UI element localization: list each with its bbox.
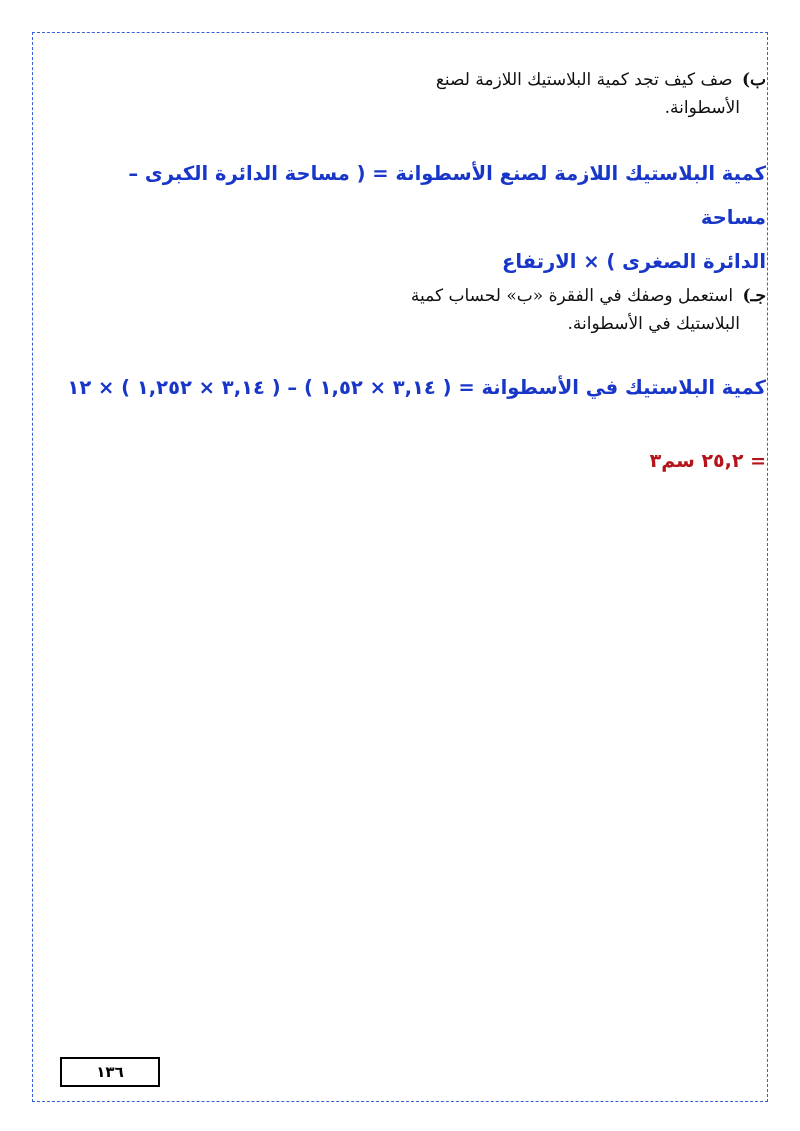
answer-c-label: كمية البلاستيك في الأسطوانة: [481, 376, 766, 399]
question-c: [411, 282, 766, 338]
answer-c-equals: =: [458, 376, 475, 399]
question-b-line2: الأسطوانة.: [664, 98, 740, 118]
answer-b-line1: كمية البلاستيك اللازمة لصنع الأسطوانة = ( مساحة الدائرة الكبرى – مساحة: [128, 162, 766, 229]
result-value: ٢٥,٢: [701, 450, 744, 472]
question-c-line2: البلاستيك في الأسطوانة.: [567, 314, 740, 334]
question-b-line1: صف كيف تجد كمية البلاستيك اللازمة لصنع: [435, 70, 733, 90]
answer-c-formula: ( ٣,١٤ × ١,٥٢ ) – ( ٣,١٤ × ١,٢٥٢ ) × ١٢: [67, 376, 452, 399]
answer-b-line2: الدائرة الصغرى ) × الارتفاع: [502, 250, 766, 273]
question-c-letter: جـ): [742, 286, 766, 306]
page-number-box: [60, 1057, 160, 1087]
question-b: [436, 66, 766, 122]
answer-c-result: [650, 450, 766, 472]
page-number: ١٣٦: [96, 1063, 124, 1081]
question-c-line1: استعمل وصفك في الفقرة «ب» لحساب كمية: [410, 286, 734, 306]
question-b-letter: ب): [741, 70, 766, 90]
result-equals: =: [750, 450, 766, 472]
result-unit: سم٣: [649, 450, 695, 472]
answer-b: [66, 152, 766, 284]
answer-c-equation: [67, 366, 766, 410]
